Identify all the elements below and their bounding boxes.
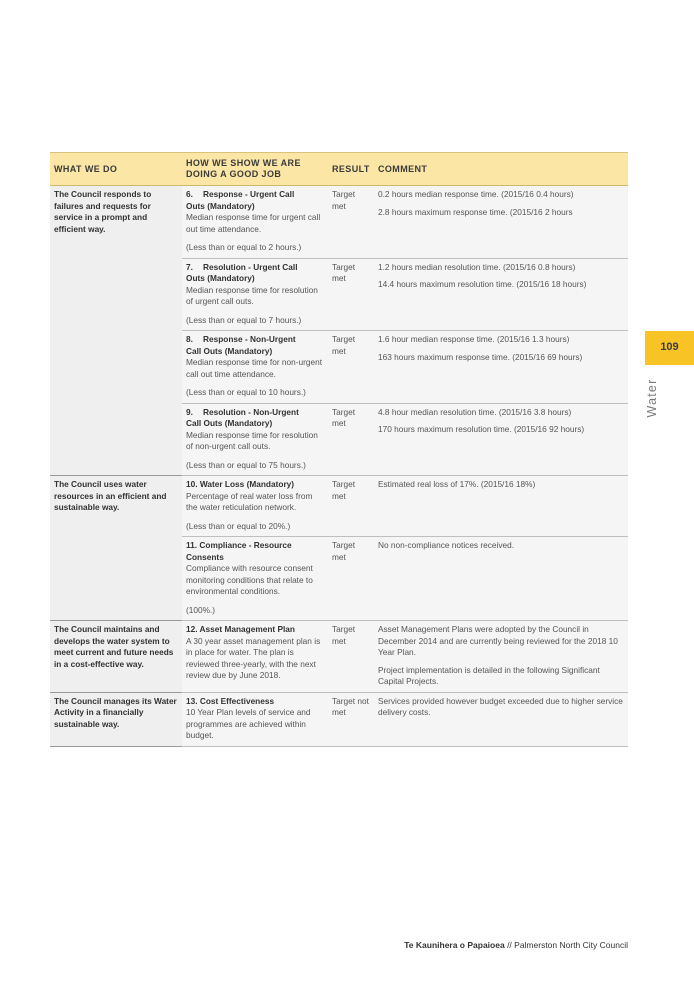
measure-target: (100%.): [186, 604, 216, 615]
result-cell: Target met: [328, 537, 374, 621]
measure-title: 11. Compliance - Resource: [186, 540, 292, 550]
measure-target: (Less than or equal to 10 hours.): [186, 387, 306, 397]
measure-cell: [182, 186, 328, 259]
section-side-label: [640, 378, 664, 418]
table-row: [50, 186, 628, 259]
result-cell: Target met: [328, 258, 374, 331]
result-cell: Target met: [328, 186, 374, 259]
measure-description: Median response time for resolution of urgent call outs.: [186, 284, 318, 306]
measure-target: (Less than or equal to 7 hours.): [186, 314, 302, 325]
comment-text: Services provided however budget exceeded due to higher service delivery costs.: [378, 695, 623, 717]
page-number: 109: [660, 341, 679, 353]
objective-cell: The Council responds to failures and requests for service in a prompt and efficient way.: [50, 186, 182, 476]
footer-maori-name: Te Kaunihera o Papaioea: [404, 940, 505, 950]
measure-cell: [182, 476, 328, 537]
measure-title: 8. Response - Non-Urgent: [186, 334, 296, 344]
comment-text: 0.2 hours median response time. (2015/16 0.4 hours): [378, 189, 574, 199]
result-cell: Target met: [328, 476, 374, 537]
measure-title-line2: Call Outs (Mandatory): [186, 418, 273, 428]
comment-text: No non-compliance notices received.: [378, 540, 515, 550]
table-row: [50, 476, 628, 537]
comment-text: 1.2 hours median resolution time. (2015/16 0.8 hours): [378, 261, 576, 272]
measure-title: 13. Cost Effectiveness: [186, 695, 275, 706]
measure-cell: [182, 621, 328, 693]
header-result: RESULT: [328, 153, 374, 186]
result-cell: Target met: [328, 331, 374, 404]
measure-cell: [182, 403, 328, 476]
table-row: [50, 621, 628, 693]
comment-text: 170 hours maximum resolution time. (2015/16 92 hours): [378, 424, 585, 434]
measure-cell: [182, 258, 328, 331]
measure-description: Median response time for resolution of non-urgent call outs.: [186, 429, 318, 451]
comment-text: 4.8 hour median resolution time. (2015/16 3.8 hours): [378, 406, 572, 417]
table-row: [50, 692, 628, 746]
measure-description: A 30 year asset management plan is in place for water. The plan is reviewed three-yearly, with the next review due by June 2018.: [186, 635, 321, 680]
measure-title: 12. Asset Management Plan: [186, 624, 295, 634]
measure-title: 6. Response - Urgent Call: [186, 189, 295, 199]
measure-title-line2: Call Outs (Mandatory): [186, 345, 273, 356]
measure-cell: [182, 331, 328, 404]
comment-text: Project implementation is detailed in the following Significant Capital Projects.: [378, 664, 600, 686]
measure-title: 10. Water Loss (Mandatory): [186, 479, 295, 489]
measure-target: (Less than or equal to 20%.): [186, 520, 291, 531]
measure-description: Median response time for non-urgent call out time attendance.: [186, 357, 323, 379]
objective-cell: The Council maintains and develops the water system to meet current and future needs in a cost-effective way.: [50, 621, 182, 693]
footer-council-name: // Palmerston North City Council: [504, 940, 628, 950]
header-what-we-do: WHAT WE DO: [50, 153, 182, 186]
header-how-line2: DOING A GOOD JOB: [186, 169, 282, 179]
result-cell: Target met: [328, 621, 374, 693]
comment-cell: [374, 186, 628, 259]
comment-cell: [374, 331, 628, 404]
header-how-line1: HOW WE SHOW WE ARE: [186, 158, 301, 168]
performance-table: [50, 152, 628, 747]
header-how-we-show: [182, 153, 328, 186]
objective-cell: The Council uses water resources in an efficient and sustainable way.: [50, 476, 182, 621]
page-number-tab: [645, 331, 694, 365]
measure-target: (Less than or equal to 2 hours.): [186, 242, 302, 252]
measure-description: Median response time for urgent call out time attendance.: [186, 212, 321, 234]
comment-text: 2.8 hours maximum response time. (2015/16 2 hours: [378, 206, 573, 217]
comment-cell: [374, 537, 628, 621]
comment-cell: [374, 692, 628, 746]
comment-text: 14.4 hours maximum resolution time. (2015/16 18 hours): [378, 279, 587, 289]
header-comment: COMMENT: [374, 153, 628, 186]
comment-cell: [374, 621, 628, 693]
comment-text: 1.6 hour median response time. (2015/16 1.3 hours): [378, 334, 570, 344]
measure-description: 10 Year Plan levels of service and programmes are achieved within budget.: [186, 707, 311, 740]
measure-title: 7. Resolution - Urgent Call: [186, 261, 298, 272]
comment-text: Asset Management Plans were adopted by the Council in December 2014 and are currently being reviewed for the 2018 10 Year Plan.: [378, 624, 618, 657]
objective-cell: The Council manages its Water Activity in a financially sustainable way.: [50, 692, 182, 746]
comment-cell: [374, 403, 628, 476]
comment-text: Estimated real loss of 17%. (2015/16 18%): [378, 479, 536, 489]
section-label: Water: [645, 378, 659, 418]
measure-cell: [182, 537, 328, 621]
measure-title-line2: Outs (Mandatory): [186, 200, 255, 211]
measure-target: (Less than or equal to 75 hours.): [186, 459, 306, 470]
measure-title-line2: Consents: [186, 551, 224, 562]
result-cell: Target not met: [328, 692, 374, 746]
measure-cell: [182, 692, 328, 746]
comment-cell: [374, 476, 628, 537]
comment-text: 163 hours maximum response time. (2015/16 69 hours): [378, 351, 583, 362]
page-footer: [404, 940, 628, 950]
comment-cell: [374, 258, 628, 331]
measure-description: Percentage of real water loss from the water reticulation network.: [186, 490, 313, 512]
table-header-row: [50, 153, 628, 186]
measure-title: 9. Resolution - Non-Urgent: [186, 406, 299, 417]
result-cell: Target met: [328, 403, 374, 476]
measure-title-line2: Outs (Mandatory): [186, 273, 255, 283]
measure-description: Compliance with resource consent monitoring conditions that relate to environmental conditions.: [186, 563, 313, 596]
